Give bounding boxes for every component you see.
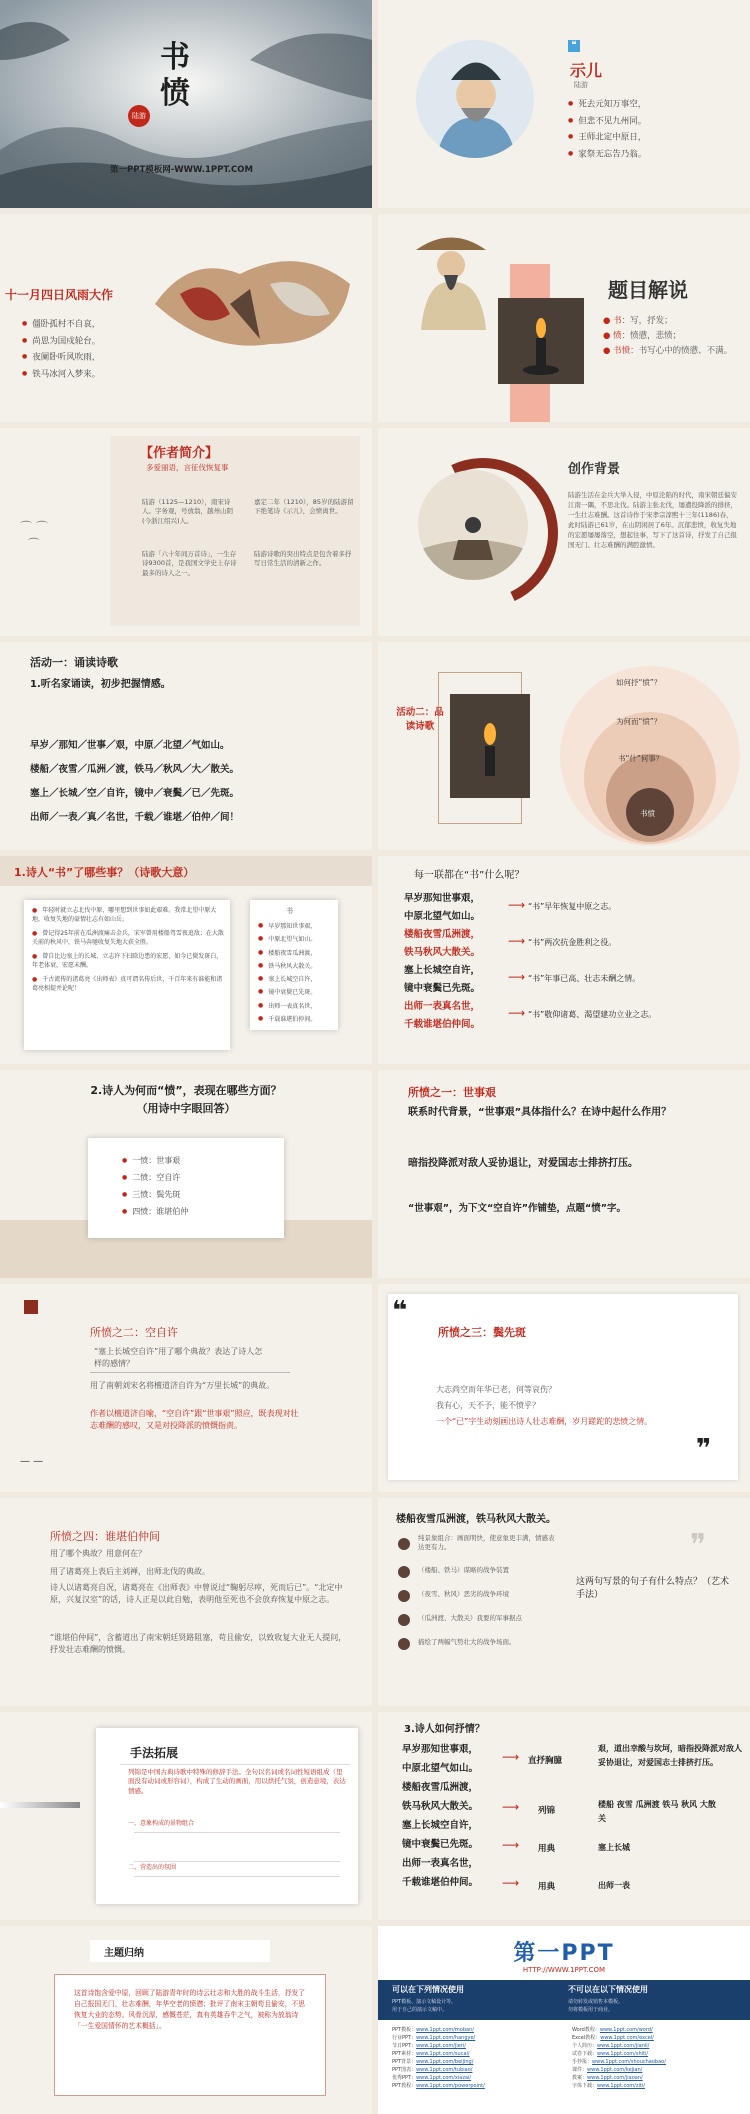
open-quote-icon: ❝ xyxy=(392,1296,408,1326)
poem-line: 塞上长城空自许， xyxy=(404,965,481,976)
section-subtitle: 多爱丽语，言征伐恢复事 xyxy=(146,463,229,472)
slide-activity-two[interactable] xyxy=(378,642,750,850)
arrow-icon: ⟶ xyxy=(508,934,526,948)
poem-line: 塞上长城空自许， xyxy=(402,1820,479,1831)
couplet-note: “书”早年恢复中原之志。 xyxy=(528,902,617,911)
link-url[interactable]: www.1ppt.com/word/ xyxy=(599,2027,653,2033)
poem-line: ● 王师北定中原日， xyxy=(568,129,646,146)
battle-painting xyxy=(150,244,355,354)
rider-painting xyxy=(418,470,528,580)
slide-title: 手法拓展 xyxy=(130,1746,179,1760)
arrow-icon: ⟶ xyxy=(508,1006,526,1020)
can-title: 可以在下列情况使用 xyxy=(392,1985,464,1994)
answer-text: 用了南朝刘宋名将檀道济自许为“万里长城”的典故。 xyxy=(90,1381,275,1390)
slide-title[interactable] xyxy=(0,0,372,208)
ring-label: 为何而“愤”？ xyxy=(616,717,662,726)
lamp-photo xyxy=(450,694,530,798)
poem-line: ● 铁马冰河入梦来。 xyxy=(22,366,100,383)
arrow-icon: ⟶ xyxy=(502,1800,520,1814)
poem-line: ● 尚思为国戍轮台。 xyxy=(22,333,100,350)
link-label: 手抄报： xyxy=(572,2059,593,2065)
site-caption: 第一PPT模板网-WWW.1PPT.COM xyxy=(110,165,253,175)
poem-lines xyxy=(404,890,480,1034)
explanation-item: ● 书：写，抒发； xyxy=(603,316,673,326)
poem-lines xyxy=(568,96,646,162)
slide-anger-three[interactable] xyxy=(378,1284,750,1492)
section-title: 【作者简介】 xyxy=(140,446,219,461)
poem-line: 楼船夜雪瓜洲渡， xyxy=(404,929,481,940)
answer-text: 诗人以诸葛亮自况，诸葛亮在《出师表》中曾说过“鞠躬尽瘁，死而后已”。“北定中原，兴复汉室”的话，诗人正是以此自勉，表明他至死也不会放弃恢复中原之志。 xyxy=(50,1583,343,1604)
explanation-list xyxy=(603,314,743,359)
poem-line: 出师一表真名世， xyxy=(404,1001,481,1012)
link-label: PPT教程： xyxy=(392,2083,417,2089)
answer-text: “世事艰”，为下文“空自许”作铺垫，点题“愤”字。 xyxy=(408,1203,626,1214)
poem-line: ● 中原北望气如山。 xyxy=(258,933,316,946)
poem-card-lines xyxy=(258,920,316,1026)
slide-title: 2.诗人为何而“愤”，表现在哪些方面？ xyxy=(90,1084,282,1097)
link-row[interactable] xyxy=(392,2074,562,2082)
slide-title: 1.诗人“书”了哪些事？（诗歌大意） xyxy=(14,866,195,879)
link-url[interactable]: www.1ppt.com/hangye/ xyxy=(416,2035,476,2041)
slide-title-2: （用诗中字眼回答） xyxy=(136,1102,236,1115)
couplet-note: “书”年事已高、壮志未酬之情。 xyxy=(528,974,641,983)
slide-title: 每一联都在“书”什么呢？ xyxy=(414,870,525,881)
link-label: 教案： xyxy=(572,2075,588,2081)
intro-text: 陆游「六十年间万首诗」，一生存诗9300首，是我国文学史上存诗最多的诗人之一。 xyxy=(142,550,237,577)
poem-line: ● 出师一表真名世， xyxy=(258,1000,316,1013)
arrow-icon: ⟶ xyxy=(508,970,526,984)
poem-line: ● 死去元知万事空， xyxy=(568,96,646,113)
slide-title: 所愤之四：谁堪伯仲间 xyxy=(50,1530,160,1543)
slide-title: 3.诗人如何抒情？ xyxy=(404,1724,485,1735)
technique-sub: 一、意象构成的景物组合 xyxy=(128,1820,195,1827)
close-quote-icon: ❞ xyxy=(696,1434,712,1464)
seal-stamp: 陆游 xyxy=(128,105,150,127)
poem-line: ● 但悲不见九州同。 xyxy=(568,113,646,130)
activity-sub: 1.听名家诵读，初步把握情感。 xyxy=(30,679,171,690)
link-row[interactable] xyxy=(572,2042,742,2050)
link-url[interactable]: www.1ppt.com/jiaoan/ xyxy=(587,2075,643,2081)
link-url[interactable]: www.1ppt.com/jianli/ xyxy=(597,2043,650,2049)
answer-text: 大志尚空而年华已老，何等哀伤？ xyxy=(436,1385,556,1394)
can-item: 用于自己的演示文稿中。 xyxy=(392,2007,448,2013)
arrow-icon: ⟶ xyxy=(502,1876,520,1890)
answer-text: “谁堪伯仲间”，含蓄道出了南宋朝廷贤路阻塞，苟且偷安，以致收复大业无人提问，抒发壮志难酬的愤慨。 xyxy=(50,1633,347,1654)
poem-line: 早岁那知世事艰， xyxy=(402,1744,479,1755)
poem-lines xyxy=(22,316,100,382)
slide-each-couplet[interactable] xyxy=(378,856,750,1064)
explanation-text: 塞上长城 xyxy=(598,1843,630,1852)
slide-storm-poem[interactable] xyxy=(0,214,372,422)
poem-line: 中原北望气如山。 xyxy=(402,1763,479,1774)
cannot-item: 请勿转发或销售本模板。 xyxy=(568,1999,624,2005)
analysis-row: （楼船、铁马）谋略的战争装置 xyxy=(418,1566,509,1574)
row-bullet xyxy=(398,1638,410,1650)
can-item: PPT模板、演示文稿设计等。 xyxy=(392,1999,457,2005)
analysis-row: （瓜洲渡、大散关）我要的军事据点 xyxy=(418,1614,522,1622)
ring-label: 如何抒“愤”？ xyxy=(616,678,662,687)
lamp-photo xyxy=(498,298,584,384)
link-label: PPT图表： xyxy=(392,2067,417,2073)
link-list xyxy=(392,2026,742,2090)
activity-title: 活动二：品读诗歌 xyxy=(396,707,444,732)
poem-line: 千载谁堪伯仲间。 xyxy=(402,1877,479,1888)
link-row[interactable] xyxy=(392,2034,562,2042)
link-row[interactable] xyxy=(392,2050,562,2058)
ring-label: 书愤 xyxy=(640,809,655,818)
technique-label: 用典 xyxy=(538,1882,556,1892)
poem-line: 中原北望气如山。 xyxy=(404,911,481,922)
red-square xyxy=(24,1300,38,1314)
arrow-icon: ⟶ xyxy=(508,898,526,912)
answer-text: 作者以檀道济自喻，“空自许”跟“世事艰”照应，既表现对壮志难酬的感叹，又是对投降派的愤慨指责。 xyxy=(90,1409,299,1430)
link-url[interactable]: www.1ppt.com/shiti/ xyxy=(597,2051,649,2057)
anger-item: ● 四愤：谁堪伯仲 xyxy=(122,1203,188,1220)
slide-title: 题目解说 xyxy=(608,278,688,302)
poem-line: 镜中衰鬓已先斑。 xyxy=(404,983,481,994)
theme-text: 这首诗饱含爱中原，回顾了陆游青年时的诗云壮志和大胜的战斗生活，抒发了自己报国无门，壮志难酬，年华空老的愤懑；批评了南宋主朝苟且偷安，不思恢复大业的态势。风骨沉厚，感慨苍茫，真有英雄吞牛之气，被称为放翁诗「一生爱国情怀的艺术概括」。 xyxy=(74,1989,306,2030)
slide-shi-er[interactable] xyxy=(378,0,750,208)
link-url[interactable]: www.1ppt.com/ziti/ xyxy=(597,2083,645,2089)
intro-text: 陆游（1125—1210），南宋诗人。字务观，号放翁，越州山阴(今浙江绍兴)人。 xyxy=(142,498,233,525)
answer-text: 用了诸葛亮上表后主刘禅，出师北伐的典故。 xyxy=(50,1567,210,1576)
couplet-note: “书”敬仰诸葛、渴望建功立业之志。 xyxy=(528,1010,657,1019)
meaning-item: ● 曾记得25年前在瓜洲渡痛击金兵，宋军曾用楼船驾雪夜追敌；在大散关前的秋风中，铁马奔驰收复失地大获全胜。 xyxy=(32,929,226,947)
slide-title: 所愤之三：鬓先斑 xyxy=(438,1326,526,1339)
link-row[interactable] xyxy=(572,2034,742,2042)
slide-activity-one[interactable] xyxy=(0,642,372,850)
link-label: 节日PPT： xyxy=(392,2043,417,2049)
slide-technique[interactable] xyxy=(0,1712,372,1920)
link-row[interactable] xyxy=(392,2066,562,2074)
answer-text: 我有心，天不予，能不愤乎？ xyxy=(436,1401,540,1410)
technique-label: 直抒胸臆 xyxy=(528,1756,563,1766)
technique-text: 列锦是中国古典诗歌中特殊的修辞手法。全句以名词或名词性短语组成（里面没有动词或形容词），构成了生动的画面，用以烘托气氛，创造意境，表达情感。 xyxy=(128,1768,346,1795)
answer-text: 暗指投降派对敌人妥协退让，对爱国志士排挤打压。 xyxy=(408,1158,638,1169)
divider xyxy=(120,1764,350,1765)
question-text: 用了哪个典故？用意何在？ xyxy=(50,1549,146,1558)
row-bullet xyxy=(398,1538,410,1550)
filler-lines xyxy=(134,1832,340,1862)
link-label: 个人简历： xyxy=(572,2043,598,2049)
poem-line: 早岁那知世事艰， xyxy=(404,893,481,904)
slide-why-angry[interactable] xyxy=(0,1070,372,1278)
link-row[interactable] xyxy=(392,2058,562,2066)
activity-title: 活动一：诵读诗歌 xyxy=(30,656,118,669)
meaning-item: ● 曾自比边塞上的长城，立志许下扫除边患的宏愿，如今已鬓发斑白，年老体衰，宏愿未酬。 xyxy=(32,952,226,970)
slide-title: 所愤之二：空自许 xyxy=(90,1326,178,1339)
quote-icon: ❞ xyxy=(690,1528,707,1563)
title-calligraphy: 书愤 xyxy=(160,40,190,111)
section-title: 创作背景 xyxy=(568,462,621,477)
quote-icon: ❝ xyxy=(568,40,580,52)
link-url[interactable]: www.1ppt.com/beijing/ xyxy=(416,2059,474,2065)
anger-item: ● 二愤：空自许 xyxy=(122,1169,188,1186)
technique-label: 用典 xyxy=(538,1844,556,1854)
intro-text: 陆游诗歌的突出特点是包含着多抒写日常生活的清新之作。 xyxy=(254,550,352,568)
poem-line: ● 千载谁堪伯仲间。 xyxy=(258,1013,316,1026)
poem-title: 十一月四日风雨大作 xyxy=(5,288,114,302)
link-url[interactable]: www.1ppt.com/shouchaobao/ xyxy=(592,2059,666,2065)
poem-line: 楼船／夜雪／瓜洲／渡，铁马／秋风／大／散关。 xyxy=(30,764,240,775)
poem-author: 陆游 xyxy=(574,81,588,89)
poem-line: 铁马秋风大散关。 xyxy=(404,947,481,958)
cannot-title: 不可以在以下情况使用 xyxy=(568,1985,648,1994)
poem-line: ● 楼船夜雪瓜洲渡， xyxy=(258,947,316,960)
slide-copyright[interactable] xyxy=(378,1926,750,2114)
logo-text: 第一PPT xyxy=(513,1941,615,1966)
meaning-item: ● 年轻时就立志北伐中原，哪里想到世事如此艰难。我常北望中原大地，收复失地的豪情壮志有如山岳。 xyxy=(32,906,226,924)
link-label: PPT模板： xyxy=(392,2027,417,2033)
logo-url: HTTP://WWW.1PPT.COM xyxy=(522,1966,606,1974)
poem-lines xyxy=(402,1740,478,1892)
slide-author-intro[interactable] xyxy=(0,428,372,636)
question-text: 联系时代背景，“世事艰”具体指什么？在诗中起什么作用？ xyxy=(408,1107,672,1118)
explanation-item: ● 书愤：书写心中的愤懑、不满。 xyxy=(603,346,733,356)
link-row[interactable] xyxy=(572,2066,742,2074)
link-url[interactable]: www.1ppt.com/tubiao/ xyxy=(416,2067,473,2073)
ring-label: 书“什”何事？ xyxy=(618,754,664,763)
link-label: 课件： xyxy=(572,2067,588,2073)
slide-anger-two[interactable] xyxy=(0,1284,372,1492)
slide-anger-four[interactable] xyxy=(0,1498,372,1706)
slide-anger-one[interactable] xyxy=(378,1070,750,1278)
poem-line: 楼船夜雪瓜洲渡， xyxy=(402,1782,479,1793)
link-row[interactable] xyxy=(572,2026,742,2034)
analysis-row: （夜雪、秋风）恶劣的战争环境 xyxy=(418,1590,509,1598)
poem-line: ● 镜中衰鬓已先斑。 xyxy=(258,986,316,999)
brush-illustration xyxy=(0,1802,80,1808)
slide-couplet-analysis[interactable] xyxy=(378,1498,750,1706)
link-row[interactable] xyxy=(392,2042,562,2050)
link-label: Word教程： xyxy=(572,2027,600,2033)
link-url[interactable]: www.1ppt.com/moban/ xyxy=(416,2027,474,2033)
answer-text: 一个“已”字生动刻画出诗人壮志难酬，岁月蹉跎的悲愤之情。 xyxy=(436,1417,653,1426)
cannot-item: 勿将模板用于商业。 xyxy=(568,2007,614,2013)
link-label: PPT背景： xyxy=(392,2059,417,2065)
poem-card-title: 书 xyxy=(286,907,293,915)
poem-line: 千载谁堪伯仲间。 xyxy=(404,1019,481,1030)
dash-decoration: — — xyxy=(20,1456,44,1467)
slide-what-written[interactable] xyxy=(0,856,372,1064)
poem-line: 早岁／那知／世事／艰，中原／北望／气如山。 xyxy=(30,740,230,751)
slide-theme[interactable] xyxy=(0,1926,372,2114)
link-label: 试卷下载： xyxy=(572,2051,598,2057)
link-url[interactable]: www.1ppt.com/sucai/ xyxy=(416,2051,470,2057)
poem-line: 塞上／长城／空／自许，镜中／衰鬓／已／先斑。 xyxy=(30,788,240,799)
slide-title: 主题归纳 xyxy=(104,1948,144,1959)
poem-line: ● 家祭无忘告乃翁。 xyxy=(568,146,646,163)
poem-line: 出师一表真名世， xyxy=(402,1858,479,1869)
poem-line: ● 僵卧孤村不自哀， xyxy=(22,316,100,333)
explanation-text: 出师一表 xyxy=(598,1881,630,1890)
background-text: 陆游生活在金兵大举入侵，中原沦陷的时代，南宋朝廷偏安江南一隅，不思北伐。陆游主张北伐，屡遭投降派的排挤，一生壮志难酬。这首诗作于宋孝宗淳熙十三年(1186)春，此时陆游已61岁，在山阴闲居了6年。沉郁悲愤，收复失地的宏愿屡屡落空，想起往事，写下了这首诗，抒发了自己报国无门、壮志难酬的满腔激愤。 xyxy=(568,491,737,550)
slide-title-explanation[interactable] xyxy=(378,214,750,422)
explanation-text: 楼船 夜雪 瓜洲渡 铁马 秋风 大散关 xyxy=(598,1800,716,1823)
link-url[interactable]: www.1ppt.com/kejian/ xyxy=(587,2067,643,2073)
intro-text: 嘉定二年（1210），85岁的陆游留下绝笔诗《示儿》，会愤离世。 xyxy=(254,498,354,516)
question-text: “塞上长城空自许”用了哪个典故？表达了诗人怎样的感情？ xyxy=(94,1347,263,1368)
link-url[interactable]: www.1ppt.com/jieri/ xyxy=(416,2043,466,2049)
analysis-row: 描绘了两幅气势壮大的战争场面。 xyxy=(418,1638,516,1646)
poem-title: 示儿 xyxy=(570,61,603,80)
link-label: PPT素材： xyxy=(392,2051,417,2057)
meaning-list xyxy=(32,906,226,993)
divider xyxy=(90,1372,290,1373)
link-row[interactable] xyxy=(572,2058,742,2066)
link-row[interactable] xyxy=(392,2026,562,2034)
anger-item: ● 一愤：世事艰 xyxy=(122,1152,188,1169)
question-text: 这两句写景的句子有什么特点？（艺术手法） xyxy=(576,1577,730,1601)
birds-illustration: ⌒ ⌒ ⌒ xyxy=(20,520,48,551)
poem-line: ● 早岁那知世事艰， xyxy=(258,920,316,933)
row-bullet xyxy=(398,1614,410,1626)
link-label: 字体下载： xyxy=(572,2083,598,2089)
link-url[interactable]: www.1ppt.com/powerpoint/ xyxy=(416,2083,485,2089)
link-label: 行业PPT： xyxy=(392,2035,417,2041)
arrow-icon: ⟶ xyxy=(502,1838,520,1852)
link-url[interactable]: www.1ppt.com/xiazai/ xyxy=(416,2075,472,2081)
link-label: Excel教程： xyxy=(572,2035,601,2041)
row-bullet xyxy=(398,1566,410,1578)
link-row[interactable] xyxy=(572,2082,742,2090)
technique-sub: 二、营造出的氛围 xyxy=(128,1864,177,1871)
poem-line: 镜中衰鬓已先斑。 xyxy=(402,1839,479,1850)
filler-lines xyxy=(134,1876,340,1893)
row-bullet xyxy=(398,1590,410,1602)
link-row[interactable] xyxy=(572,2050,742,2058)
link-url[interactable]: www.1ppt.com/excel/ xyxy=(600,2035,654,2041)
poem-line: ● 夜阑卧听风吹雨， xyxy=(22,349,100,366)
poem-line: ● 铁马秋风大散关。 xyxy=(258,960,316,973)
slide-how-express[interactable] xyxy=(378,1712,750,1920)
portrait-circle xyxy=(416,40,534,158)
link-row[interactable] xyxy=(572,2074,742,2082)
meaning-item: ● 千古流传的诸葛亮《出师表》真可谓名传后世，千百年来有谁能和诸葛亮相提并论呢！ xyxy=(32,975,226,993)
poem-block xyxy=(30,734,239,830)
poem-line: 出师／一表／真／名世，千载／谁堪／伯仲／间！ xyxy=(30,812,240,823)
explanation-item: ● 愤：愤懑，悲愤； xyxy=(603,331,682,341)
slide-title: 楼船夜雪瓜洲渡，铁马秋风大散关。 xyxy=(396,1514,556,1525)
technique-label: 列锦 xyxy=(538,1806,556,1816)
explanation-text: 艰，道出幸酸与坎坷，暗指投降派对敌人妥协退让，对爱国志士排挤打压。 xyxy=(598,1744,742,1767)
analysis-row: 纯景象组合：画面明快，使意象更丰满，情感表达更有力。 xyxy=(418,1534,555,1552)
link-label: 优秀PPT： xyxy=(392,2075,417,2081)
arrow-icon: ⟶ xyxy=(502,1750,520,1764)
poem-line: 铁马秋风大散关。 xyxy=(402,1801,479,1812)
anger-item: ● 三愤：鬓先斑 xyxy=(122,1186,188,1203)
poet-painting xyxy=(396,220,506,330)
anger-list xyxy=(122,1152,188,1220)
poem-line: ● 塞上长城空自许， xyxy=(258,973,316,986)
slide-title: 所愤之一：世事艰 xyxy=(408,1086,496,1099)
couplet-note: “书”两次抗金胜利之役。 xyxy=(528,938,617,947)
link-row[interactable] xyxy=(392,2082,562,2090)
slide-background[interactable] xyxy=(378,428,750,636)
